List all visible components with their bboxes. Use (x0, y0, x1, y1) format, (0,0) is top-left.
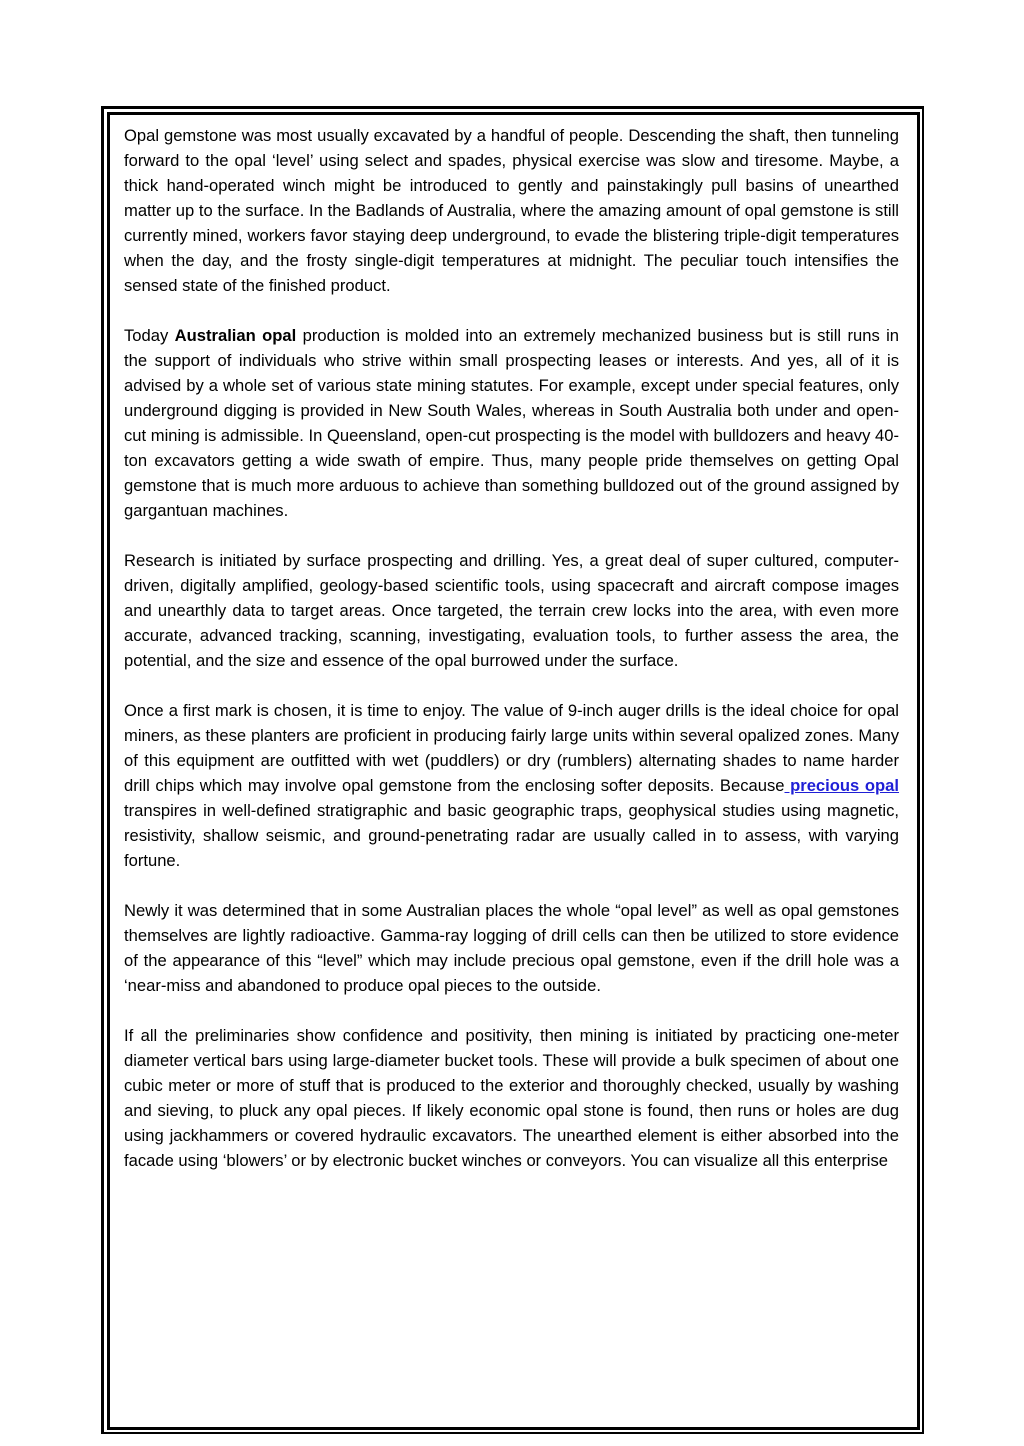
precious-opal-link[interactable]: precious opal (784, 776, 899, 795)
paragraph-4-lead: Once a first mark is chosen, it is time to enjoy. The value of 9-inch auger drills is the ideal choice for opal miners, as these planters are proficient in producing fairly large units within several opalized zones. Many of this equipment are outfitted with wet (puddlers) or dry (rumblers) alternating shades to name harder drill chips which may involve opal gemstone from the enclosing softer deposits. Because (124, 701, 899, 795)
paragraph-4-rest: transpires in well-defined stratigraphic and basic geographic traps, geophysical studies using magnetic, resistivity, shallow seismic, and ground-penetrating radar are usually called in to assess, with varying fortune. (124, 801, 899, 870)
paragraph-2 (124, 323, 899, 523)
australian-opal-term: Australian opal (174, 326, 297, 345)
paragraph-1: Opal gemstone was most usually excavated by a handful of people. Descending the shaft, then tunneling forward to the opal ‘level’ using select and spades, physical exercise was slow and tiresome. Maybe, a thick hand-operated winch might be introduced to gently and painstakingly pull basins of unearthed matter up to the surface. In the Badlands of Australia, where the amazing amount of opal gemstone is still currently mined, workers favor staying deep underground, to evade the blistering triple-digit temperatures when the day, and the frosty single-digit temperatures at midnight. The peculiar touch intensifies the sensed state of the finished product. (124, 126, 899, 295)
paragraph-5: Newly it was determined that in some Australian places the whole “opal level” as well as opal gemstones themselves are lightly radioactive. Gamma-ray logging of drill cells can then be utilized to store evidence of the appearance of this “level” which may include precious opal gemstone, even if the drill hole was a ‘near-miss and abandoned to produce opal pieces to the outside. (124, 901, 899, 995)
paragraph-3: Research is initiated by surface prospecting and drilling. Yes, a great deal of super cultured, computer-driven, digitally amplified, geology-based scientific tools, using spacecraft and aircraft compose images and unearthly data to target areas. Once targeted, the terrain crew locks into the area, with even more accurate, advanced tracking, scanning, investigating, evaluation tools, to further assess the area, the potential, and the size and essence of the opal burrowed under the surface. (124, 551, 899, 670)
paragraph-6: If all the preliminaries show confidence and positivity, then mining is initiated by practicing one-meter diameter vertical bars using large-diameter bucket tools. These will provide a bulk specimen of about one cubic meter or more of stuff that is produced to the exterior and thoroughly checked, usually by washing and sieving, to pluck any opal pieces. If likely economic opal stone is found, then runs or holes are dug using jackhammers or covered hydraulic excavators. The unearthed element is either absorbed into the facade using ‘blowers’ or by electronic bucket winches or conveyors. You can visualize all this enterprise (124, 1026, 899, 1170)
paragraph-2-rest: production is molded into an extremely mechanized business but is still runs in the support of individuals who strive within small prospecting leases or interests. And yes, all of it is advised by a whole set of various state mining statutes. For example, except under special features, only underground digging is provided in New South Wales, whereas in South Australia both under and open-cut mining is admissible. In Queensland, open-cut prospecting is the model with bulldozers and heavy 40-ton excavators getting a wide swath of empire. Thus, many people pride themselves on getting Opal gemstone that is much more arduous to achieve than something bulldozed out of the ground assigned by gargantuan machines. (124, 326, 900, 520)
paragraph-2-lead: Today (124, 326, 175, 345)
paragraph-4 (124, 698, 899, 873)
document-body (124, 123, 899, 1198)
